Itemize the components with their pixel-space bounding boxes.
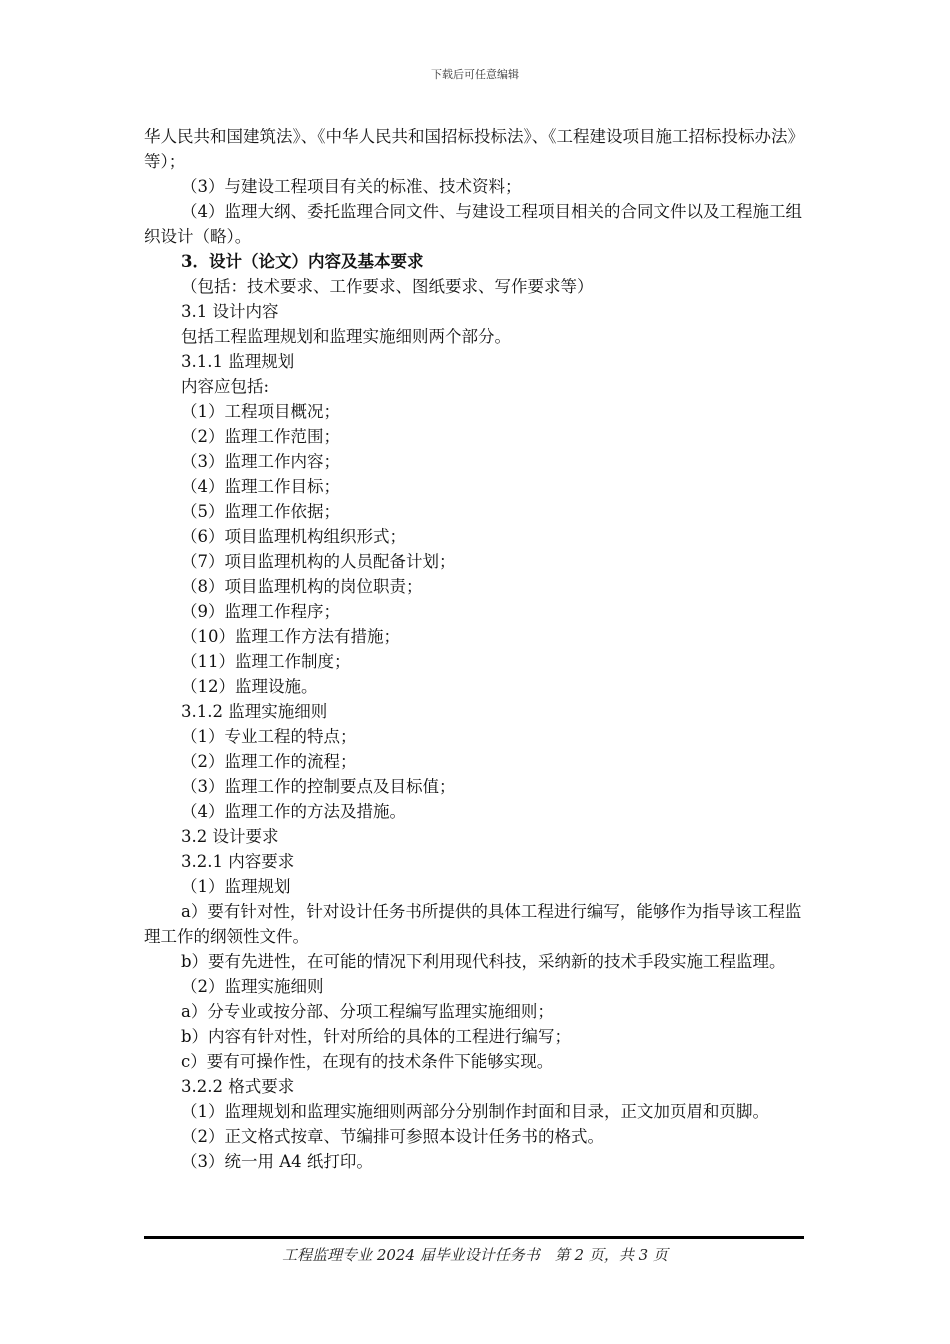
paragraph-5: （包括：技术要求、工作要求、图纸要求、写作要求等） — [181, 277, 594, 296]
document-body — [144, 124, 808, 1174]
paragraph-14: （5）监理工作依据； — [181, 502, 340, 521]
paragraph-18: （9）监理工作程序； — [181, 602, 340, 621]
paragraph-23: （1）专业工程的特点； — [181, 727, 357, 746]
paragraph-38: （2）正文格式按章、节编排可参照本设计任务书的格式。 — [181, 1127, 604, 1146]
paragraph-25: （3）监理工作的控制要点及目标值； — [181, 777, 456, 796]
paragraph-4: 3．设计（论文）内容及基本要求 — [181, 252, 424, 271]
paragraph-34: b）内容有针对性，针对所给的具体的工程进行编写； — [181, 1027, 572, 1046]
paragraph-1: 华人民共和国建筑法》、《中华人民共和国招标投标法》、《工程建设项目施工招标投标办法》等）； — [144, 127, 804, 171]
paragraph-31: b）要有先进性，在可能的情况下利用现代科技，采纳新的技术手段实施工程监理。 — [181, 952, 786, 971]
paragraph-7: 包括工程监理规划和监理实施细则两个部分。 — [181, 327, 511, 346]
header-note: 下载后可任意编辑 — [431, 68, 519, 81]
paragraph-2: （3）与建设工程项目有关的标准、技术资料； — [181, 177, 522, 196]
page-footer: 工程监理专业 2024 届毕业设计任务书 第 2 页，共 3 页 — [282, 1246, 668, 1264]
paragraph-13: （4）监理工作目标； — [181, 477, 340, 496]
paragraph-32: （2）监理实施细则 — [181, 977, 324, 996]
paragraph-29: （1）监理规划 — [181, 877, 291, 896]
paragraph-17: （8）项目监理机构的岗位职责； — [181, 577, 423, 596]
paragraph-11: （2）监理工作范围； — [181, 427, 340, 446]
paragraph-15: （6）项目监理机构组织形式； — [181, 527, 406, 546]
paragraph-20: （11）监理工作制度； — [181, 652, 351, 671]
paragraph-39: （3）统一用 A4 纸打印。 — [181, 1152, 373, 1171]
paragraph-27: 3.2 设计要求 — [181, 827, 279, 846]
paragraph-30: a）要有针对性，针对设计任务书所提供的具体工程进行编写，能够作为指导该工程监理工作的纲领性文件。 — [144, 902, 802, 946]
paragraph-22: 3.1.2 监理实施细则 — [181, 702, 328, 721]
paragraph-21: （12）监理设施。 — [181, 677, 318, 696]
paragraph-28: 3.2.1 内容要求 — [181, 852, 295, 871]
paragraph-12: （3）监理工作内容； — [181, 452, 340, 471]
paragraph-37: （1）监理规划和监理实施细则两部分分别制作封面和目录，正文加页眉和页脚。 — [181, 1102, 769, 1121]
paragraph-33: a）分专业或按分部、分项工程编写监理实施细则； — [181, 1002, 554, 1021]
paragraph-36: 3.2.2 格式要求 — [181, 1077, 295, 1096]
footer-rule — [144, 1236, 804, 1239]
paragraph-6: 3.1 设计内容 — [181, 302, 279, 321]
paragraph-9: 内容应包括: — [181, 377, 270, 396]
paragraph-10: （1）工程项目概况； — [181, 402, 340, 421]
paragraph-26: （4）监理工作的方法及措施。 — [181, 802, 406, 821]
paragraph-8: 3.1.1 监理规划 — [181, 352, 295, 371]
paragraph-19: （10）监理工作方法有措施； — [181, 627, 400, 646]
paragraph-3: （4）监理大纲、委托监理合同文件、与建设工程项目相关的合同文件以及工程施工组织设计（略）。 — [144, 202, 802, 246]
paragraph-35: c）要有可操作性，在现有的技术条件下能够实现。 — [181, 1052, 554, 1071]
paragraph-16: （7）项目监理机构的人员配备计划； — [181, 552, 456, 571]
paragraph-24: （2）监理工作的流程； — [181, 752, 357, 771]
